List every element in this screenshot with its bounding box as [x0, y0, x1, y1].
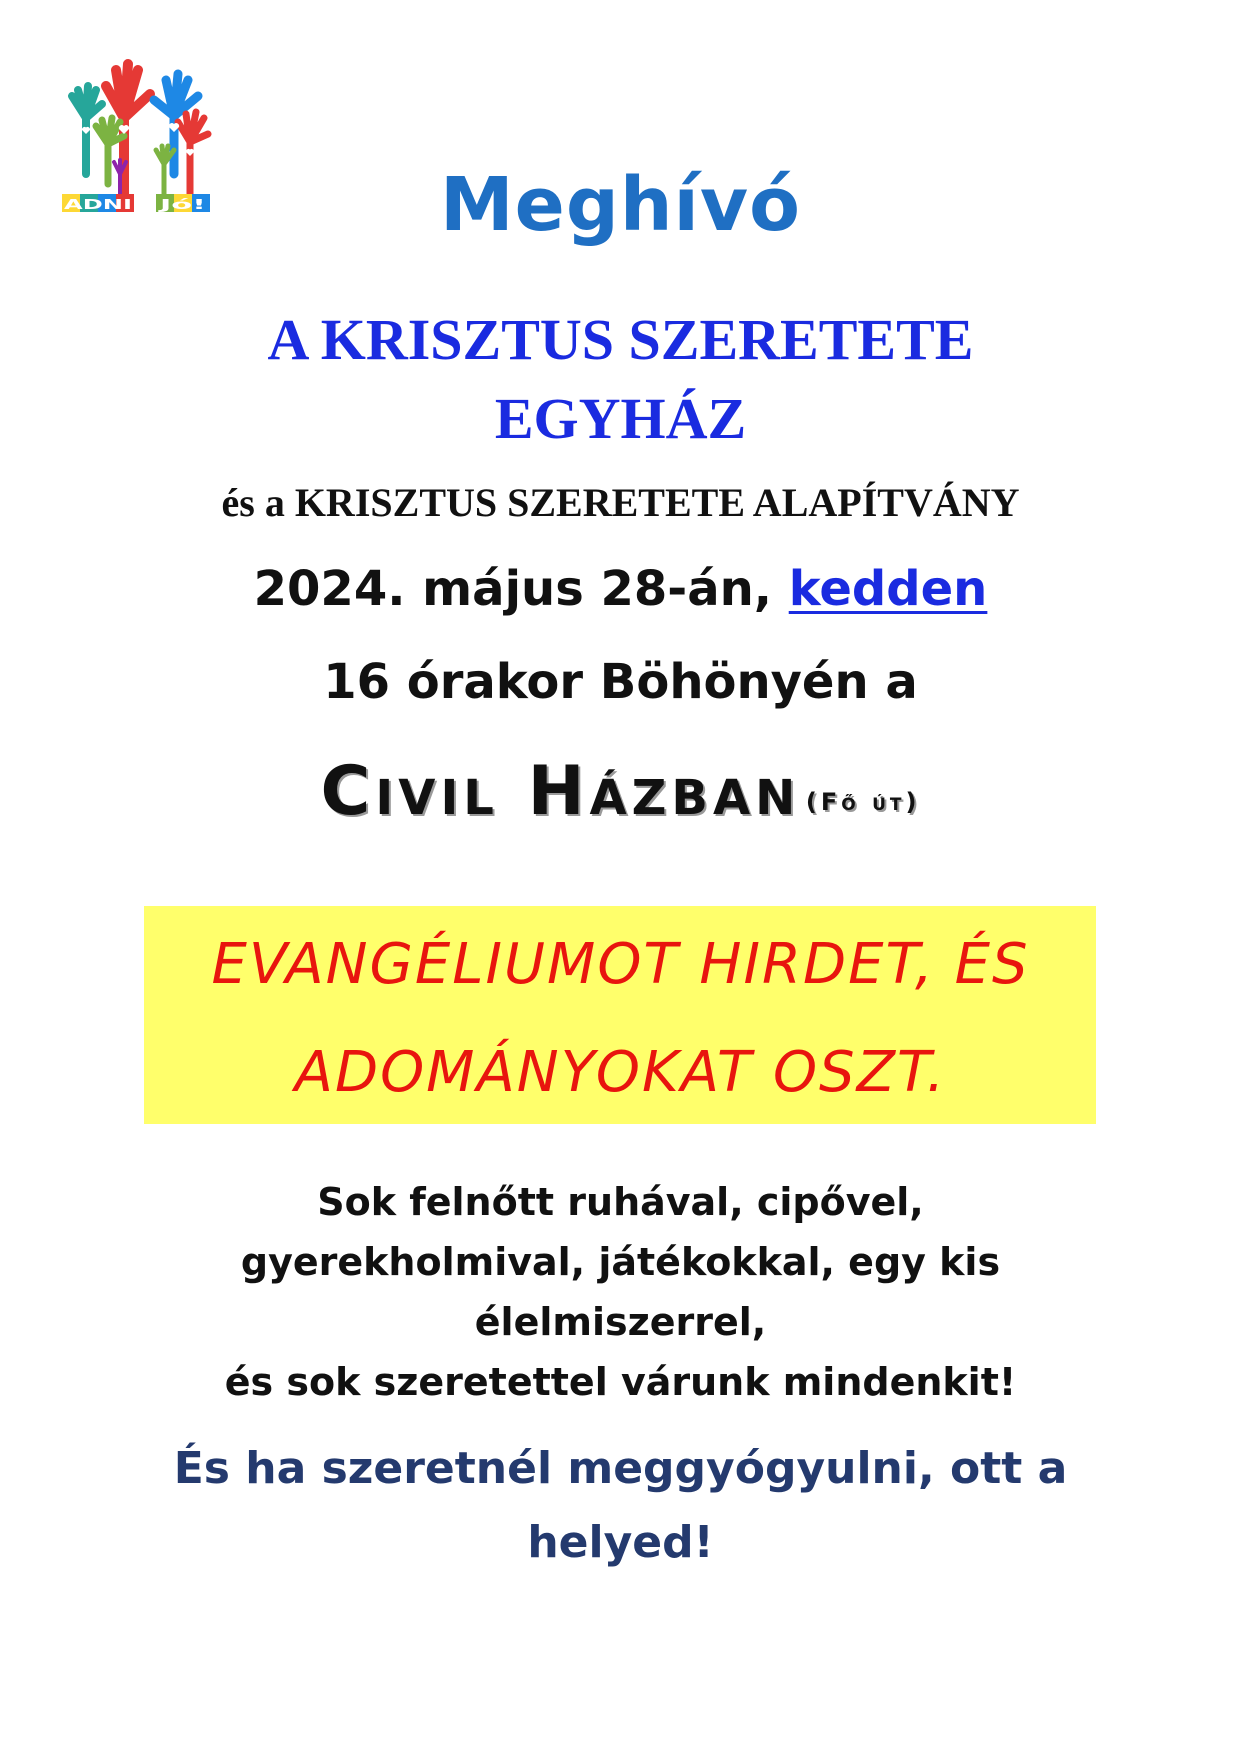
description-line: és sok szeretettel várunk mindenkit! — [224, 1360, 1017, 1404]
organization-line-2: EGYHÁZ — [494, 386, 747, 451]
venue-address: (Fő út) — [805, 788, 921, 816]
description-line: Sok felnőtt ruhával, cipővel, — [317, 1180, 924, 1224]
weekday-link[interactable]: kedden — [788, 561, 988, 617]
closing-line: És ha szeretnél meggyógyulni, ott a — [173, 1443, 1068, 1494]
event-date — [0, 557, 1241, 621]
highlight-line-2: ADOMÁNYOKAT OSZT. — [294, 1040, 947, 1105]
venue — [0, 752, 1241, 849]
event-date-text: 2024. május 28-án, — [253, 561, 772, 617]
highlight-line-1: EVANGÉLIUMOT HIRDET, ÉS — [211, 932, 1030, 997]
closing-line: helyed! — [527, 1517, 714, 1568]
description-line: gyerekholmival, játékokkal, egy kis — [240, 1240, 1001, 1284]
page-title: Meghívó — [440, 162, 801, 248]
logo-text-right: Jó! — [157, 198, 206, 213]
logo-text-left: ADNI — [64, 198, 132, 213]
venue-name: Civil Házban — [320, 752, 801, 831]
event-time-place: 16 órakor Böhönyén a — [323, 654, 918, 710]
organization-line-1: A KRISZTUS SZERETETE — [267, 307, 974, 372]
co-organizer: és a KRISZTUS SZERETETE ALAPÍTVÁNY — [221, 480, 1020, 525]
description-line: élelmiszerrel, — [474, 1300, 767, 1344]
